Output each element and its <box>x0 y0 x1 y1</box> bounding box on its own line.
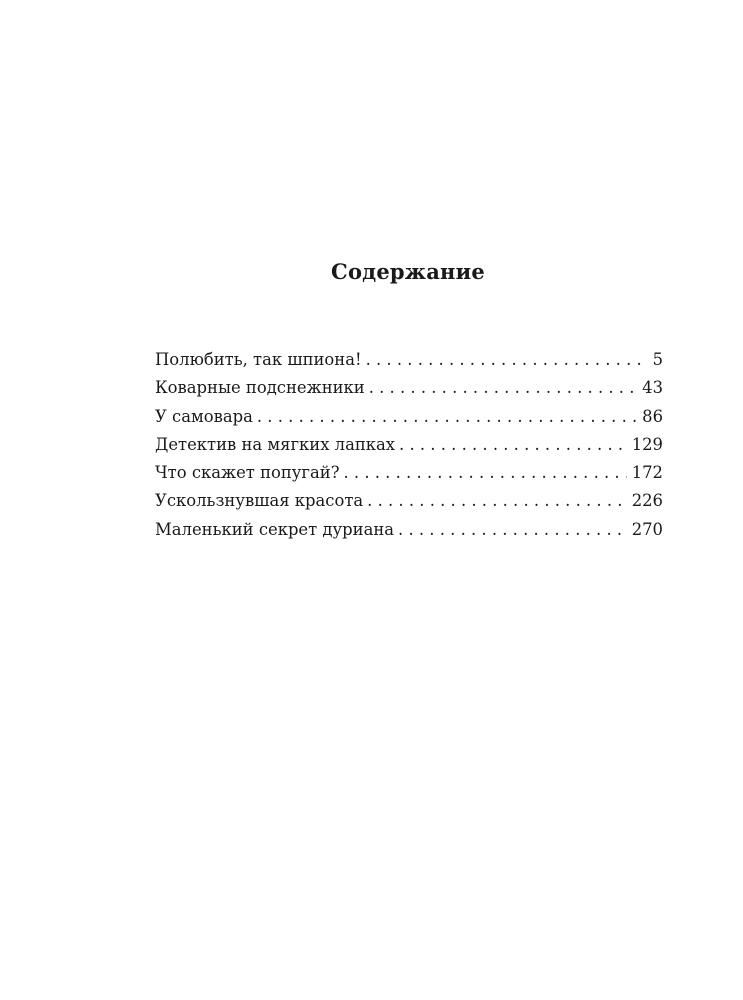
dot-leader <box>369 374 637 402</box>
toc-entry-title: Детектив на мягких лапках <box>155 434 396 454</box>
toc-page-number: 5 <box>652 350 663 369</box>
dot-leader <box>344 459 627 487</box>
toc-entry <box>155 403 663 431</box>
toc-page-number: 270 <box>631 519 663 539</box>
toc-page-number: 172 <box>631 463 663 483</box>
toc-entry <box>155 346 663 374</box>
toc-entry-title: У самовара <box>155 406 253 426</box>
toc-page-number: 129 <box>631 434 663 454</box>
toc-entry <box>155 431 663 459</box>
toc-entry-title: Ускользнувшая красота <box>155 491 364 511</box>
toc-entry-title: Полюбить, так шпиона! <box>155 350 362 369</box>
toc-entry-title: Маленький секрет дуриана <box>155 519 395 539</box>
toc-list <box>155 346 663 544</box>
toc-page-number: 43 <box>642 378 663 398</box>
toc-entry <box>155 459 663 487</box>
toc-heading: Содержание <box>331 259 485 284</box>
dot-leader <box>367 487 627 515</box>
toc-entry <box>155 516 663 544</box>
toc-entry-title: Что скажет попугай? <box>155 463 340 483</box>
toc-page-number: 226 <box>631 491 663 511</box>
toc-page-number: 86 <box>642 406 663 426</box>
dot-leader <box>257 403 637 431</box>
dot-leader <box>398 516 627 544</box>
toc-entry <box>155 487 663 515</box>
dot-leader <box>399 431 627 459</box>
toc-entry <box>155 374 663 402</box>
toc-entry-title: Коварные подснежники <box>155 378 365 398</box>
dot-leader <box>366 346 648 374</box>
